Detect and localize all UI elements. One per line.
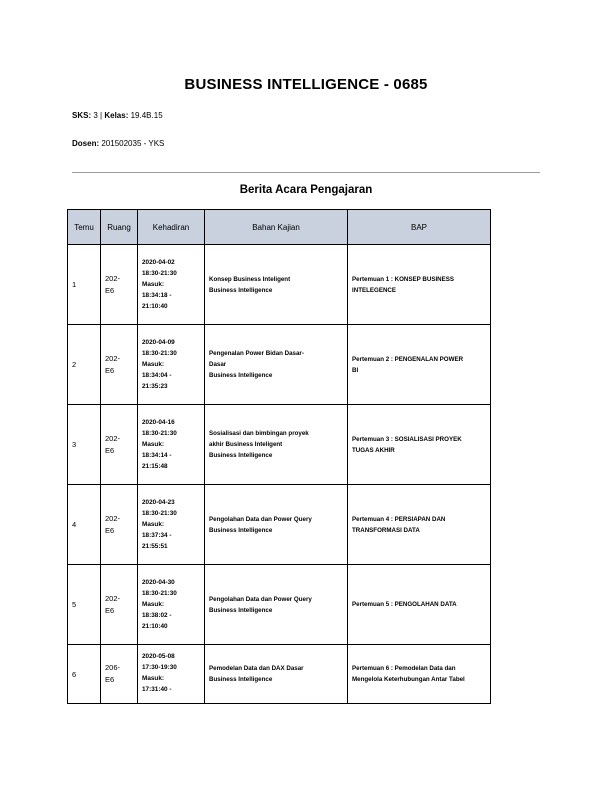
cell-ruang: 202- E6 (101, 485, 138, 565)
meta-separator: | (100, 111, 103, 120)
header-temu: Temu (68, 210, 101, 245)
cell-kehadiran: 2020-04-30 18:30-21:30 Masuk: 18:38:02 - 21:10:40 (138, 565, 205, 645)
dosen-label: Dosen: (72, 139, 100, 148)
cell-ruang: 202- E6 (101, 565, 138, 645)
cell-bap: Pertemuan 1 : KONSEP BUSINESS INTELEGENCE (348, 245, 491, 325)
bap-table (67, 209, 491, 704)
cell-bap: Pertemuan 5 : PENGOLAHAN DATA (348, 565, 491, 645)
header-bap: BAP (348, 210, 491, 245)
table-row (68, 405, 491, 485)
dosen-value: 201502035 - YKS (101, 139, 165, 148)
cell-temu: 1 (68, 245, 101, 325)
cell-kehadiran: 2020-04-23 18:30-21:30 Masuk: 18:37:34 - 21:55:51 (138, 485, 205, 565)
cell-bap: Pertemuan 2 : PENGENALAN POWER BI (348, 325, 491, 405)
cell-bahan-kajian: Pengolahan Data dan Power Query Business Intelligence (205, 485, 348, 565)
cell-ruang: 202- E6 (101, 245, 138, 325)
cell-temu: 5 (68, 565, 101, 645)
table-row (68, 645, 491, 704)
header-bahan-kajian: Bahan Kajian (205, 210, 348, 245)
kelas-value: 19.4B.15 (130, 111, 163, 120)
cell-temu: 4 (68, 485, 101, 565)
cell-bap: Pertemuan 4 : PERSIAPAN DAN TRANSFORMASI DATA (348, 485, 491, 565)
kelas-label: Kelas: (104, 111, 129, 120)
course-meta-sks-kelas (72, 111, 163, 120)
cell-kehadiran: 2020-04-09 18:30-21:30 Masuk: 18:34:04 - 21:35:23 (138, 325, 205, 405)
course-meta-dosen (72, 139, 164, 148)
header-ruang: Ruang (101, 210, 138, 245)
section-title: Berita Acara Pengajaran (239, 184, 373, 196)
table-header-row (68, 210, 491, 245)
cell-bap: Pertemuan 6 : Pemodelan Data dan Mengelola Keterhubungan Antar Tabel (348, 645, 491, 704)
cell-bahan-kajian: Pengolahan Data dan Power Query Business Intelligence (205, 565, 348, 645)
cell-temu: 6 (68, 645, 101, 704)
cell-bahan-kajian: Sosialisasi dan bimbingan proyek akhir Business Inteligent Business Intelligence (205, 405, 348, 485)
cell-temu: 3 (68, 405, 101, 485)
cell-bahan-kajian: Pemodelan Data dan DAX Dasar Business Intelligence (205, 645, 348, 704)
cell-bap: Pertemuan 3 : SOSIALISASI PROYEK TUGAS AKHIR (348, 405, 491, 485)
table-row (68, 325, 491, 405)
cell-kehadiran: 2020-04-16 18:30-21:30 Masuk: 18:34:14 - 21:15:48 (138, 405, 205, 485)
cell-bahan-kajian: Konsep Business Inteligent Business Intelligence (205, 245, 348, 325)
cell-ruang: 202- E6 (101, 405, 138, 485)
cell-bahan-kajian: Pengenalan Power Bidan Dasar- Dasar Business Intelligence (205, 325, 348, 405)
cell-temu: 2 (68, 325, 101, 405)
divider-line (72, 172, 540, 173)
cell-kehadiran: 2020-05-08 17:30-19:30 Masuk: 17:31:40 - (138, 645, 205, 704)
cell-ruang: 206- E6 (101, 645, 138, 704)
sks-label: SKS: (72, 111, 92, 120)
page-title: BUSINESS INTELLIGENCE - 0685 (184, 76, 428, 93)
table-row (68, 485, 491, 565)
cell-ruang: 202- E6 (101, 325, 138, 405)
table-row (68, 245, 491, 325)
cell-kehadiran: 2020-04-02 18:30-21:30 Masuk: 18:34:18 - 21:10:40 (138, 245, 205, 325)
sks-value: 3 (93, 111, 98, 120)
table-row (68, 565, 491, 645)
header-kehadiran: Kehadiran (138, 210, 205, 245)
